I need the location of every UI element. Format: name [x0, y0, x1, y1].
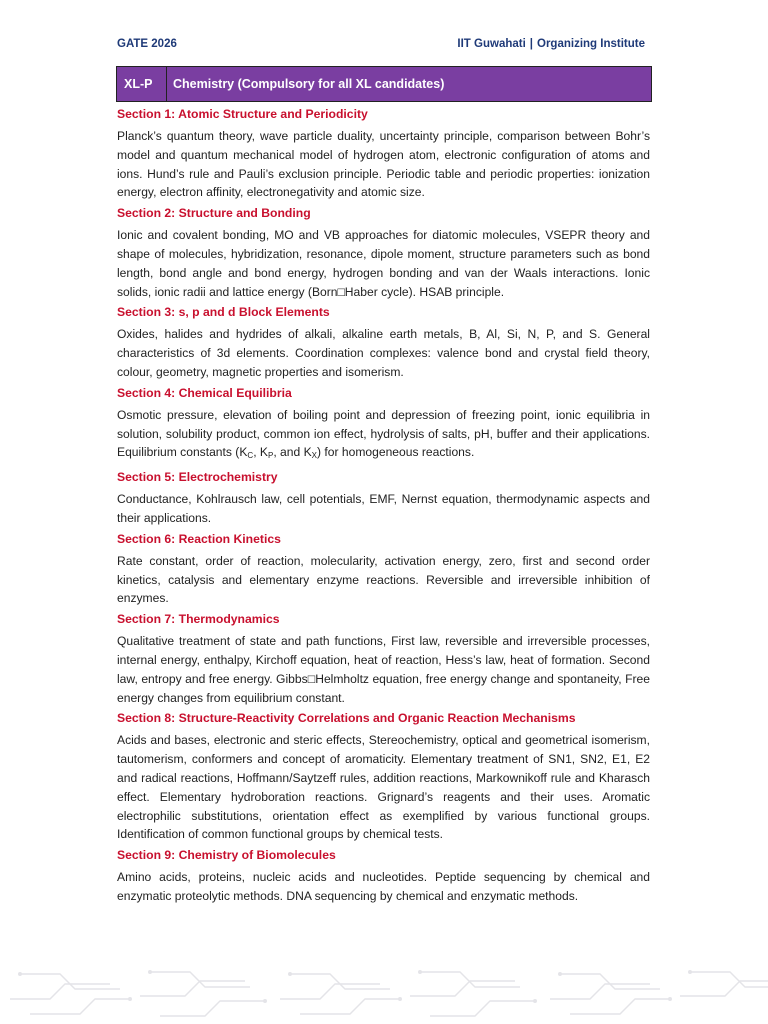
exam-name: GATE 2026	[117, 38, 177, 50]
section-8-body: Acids and bases, electronic and steric effects, Stereochemistry, optical and geometrical isomerism, tautomerism, conformers and concept of aromaticity. Elementary treatment of SN1, SN2, E1, E2 and radical reactions, Hoffmann/Saytzeff rules, addition reactions, Markownikoff rule and Kharasch effect. Elementary hydroboration reactions. Grignard’s reagents and their uses. Aromatic electrophilic substitutions, orientation effect as exemplified by various functional groups. Identification of common functional groups by chemical tests.	[117, 733, 650, 842]
section-5-body: Conductance, Kohlrausch law, cell potentials, EMF, Nernst equation, thermodynamic aspects and their applications.	[117, 492, 650, 525]
section-7-body: Qualitative treatment of state and path functions, First law, reversible and irreversible processes, internal energy, enthalpy, Kirchoff equation, heat of reaction, Hess’s law, heat of formation. Second law, entropy and free energy. Gibbs□Helmholtz equation, free energy change and spontaneity, Free energy changes from equilibrium constant.	[117, 634, 650, 705]
section-7-title: Section 7: Thermodynamics	[117, 612, 280, 627]
section-9-body: Amino acids, proteins, nucleic acids and nucleotides. Peptide sequencing by chemical and enzymatic proteolytic methods. DNA sequencing by chemical and enzymatic methods.	[117, 870, 650, 903]
section-4-body: Osmotic pressure, elevation of boiling point and depression of freezing point, ionic equilibria in solution, solubility product, common ion effect, hydrolysis of salts, pH, buffer and their applications. Equilibrium constants ($K_C$, $K_P$, and $K_X$) for homogeneous reactions.	[117, 407, 650, 461]
paper-title: Chemistry (Compulsory for all XL candidates)	[173, 77, 445, 91]
institute-name: IIT Guwahati	[457, 38, 526, 50]
section-3-title: Section 3: s, p and d Block Elements	[117, 305, 330, 320]
circuit-pattern-decoration	[0, 954, 768, 1024]
section-5-title: Section 5: Electrochemistry	[117, 470, 278, 485]
paper-banner	[116, 66, 652, 102]
section-2-body: Ionic and covalent bonding, MO and VB approaches for diatomic molecules, VSEPR theory and shape of molecules, hybridization, resonance, dipole moment, structure parameters such as bond length, bond angle and bond energy, hydrogen bonding and van der Waals interactions. Ionic solids, ionic radii and lattice energy (Born□Haber cycle). HSAB principle.	[117, 228, 650, 299]
header-separator: |	[529, 38, 534, 50]
section-8-title: Section 8: Structure-Reactivity Correlations and Organic Reaction Mechanisms	[117, 711, 576, 726]
section-2-title: Section 2: Structure and Bonding	[117, 206, 311, 221]
section-1-body: Planck’s quantum theory, wave particle duality, uncertainty principle, comparison between Bohr’s model and quantum mechanical model of hydrogen atom, electronic configuration of atoms and ions. Hund’s rule and Pauli’s exclusion principle. Periodic table and periodic properties: ionization energy, electron affinity, electronegativity and atomic size.	[117, 129, 650, 200]
section-6-title: Section 6: Reaction Kinetics	[117, 531, 281, 546]
section-3-body: Oxides, halides and hydrides of alkali, alkaline earth metals, B, Al, Si, N, P, and S. General characteristics of 3d elements. Coordination complexes: valence bond and crystal field theory, colour, geometry, magnetic properties and isomerism.	[117, 327, 650, 379]
institute-role: Organizing Institute	[537, 38, 645, 50]
section-6-body: Rate constant, order of reaction, molecularity, activation energy, zero, first and second order kinetics, catalysis and elementary enzyme reactions. Reversible and irreversible inhibition of enzymes.	[117, 553, 650, 606]
section-1-title: Section 1: Atomic Structure and Periodicity	[117, 107, 368, 121]
section-4-title: Section 4: Chemical Equilibria	[117, 385, 292, 400]
syllabus-content	[117, 106, 650, 909]
institute-label	[457, 38, 645, 50]
paper-code: XL-P	[117, 67, 167, 101]
section-9-title: Section 9: Chemistry of Biomolecules	[117, 848, 336, 863]
